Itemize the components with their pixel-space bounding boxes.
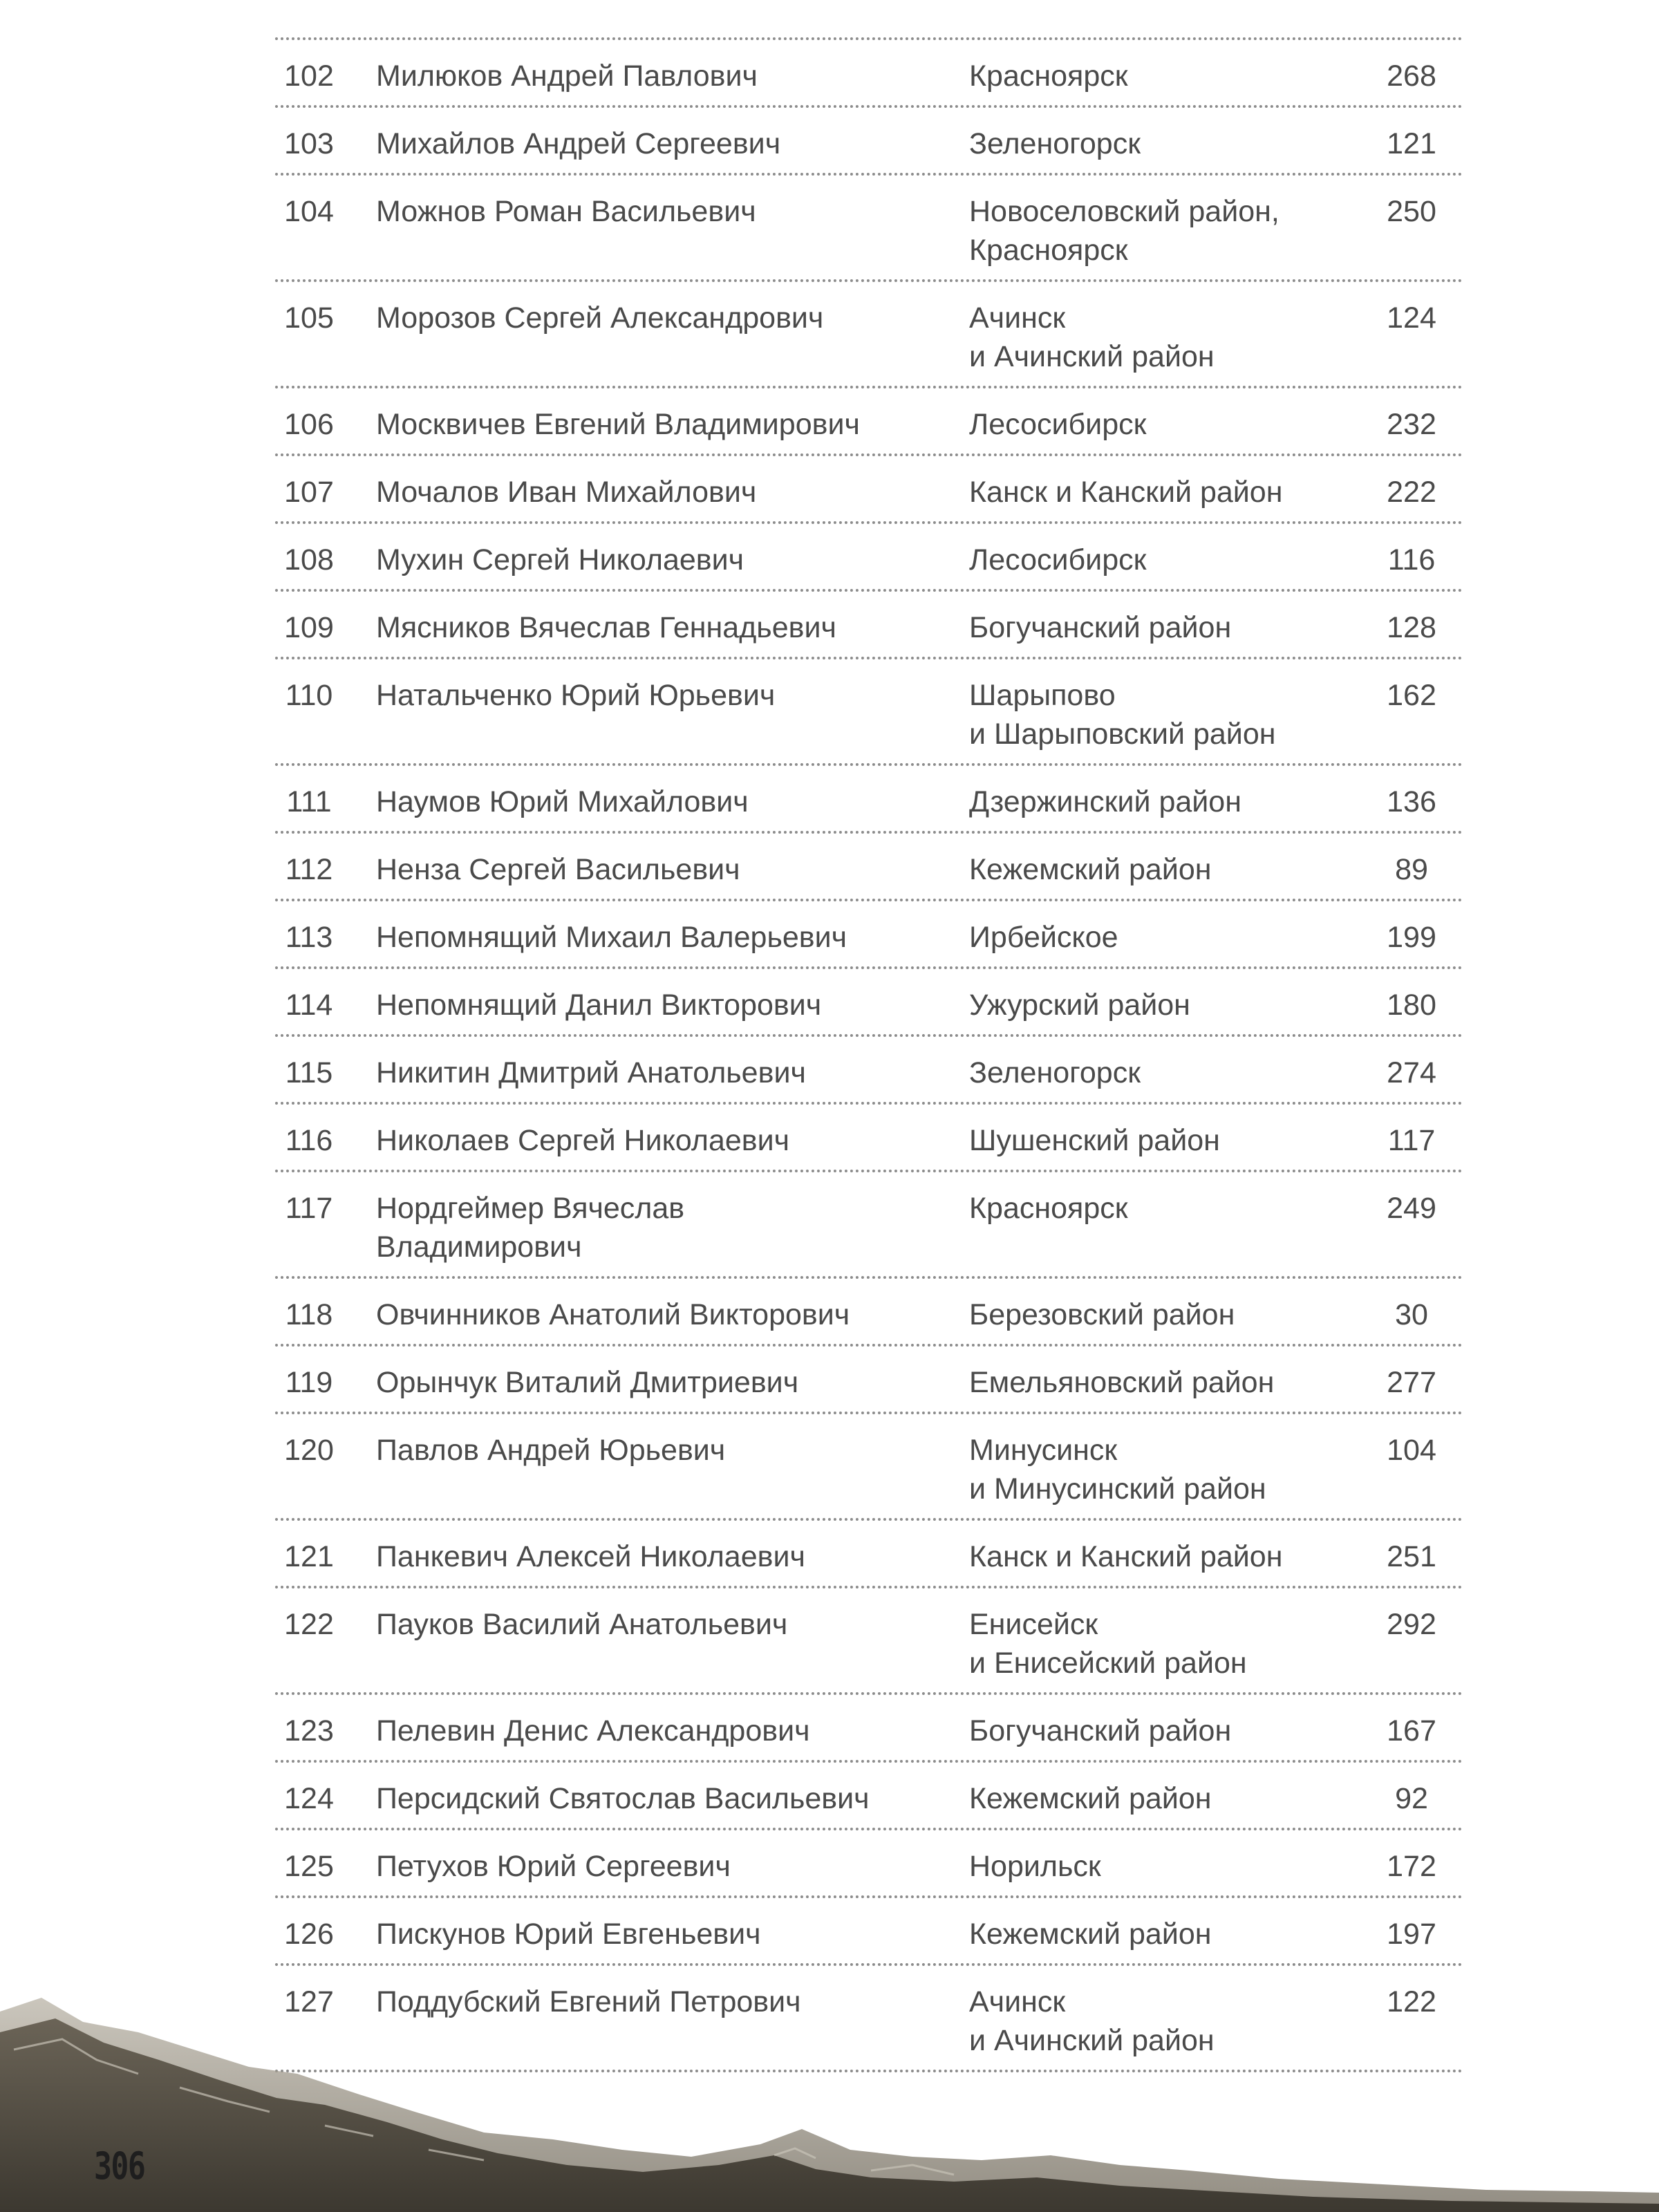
entry-number: 119 (285, 1366, 333, 1399)
entry-number: 114 (285, 988, 333, 1022)
entry-number: 107 (284, 476, 334, 509)
entry-place (969, 1121, 1370, 1160)
entry-page-ref: 136 (1387, 785, 1436, 818)
entry-name (340, 1431, 969, 1508)
entry-place (969, 608, 1370, 647)
entry-page-ref: 274 (1387, 1056, 1436, 1089)
entry-name (340, 192, 969, 270)
entry-name-line: Мочалов Иван Михайлович (376, 476, 757, 509)
entry-name (340, 299, 969, 376)
entry-number: 124 (284, 1782, 334, 1815)
entry-name (340, 57, 969, 95)
entry-name (340, 1779, 969, 1818)
entry-page-ref: 167 (1387, 1714, 1436, 1747)
index-row (275, 1412, 1463, 1518)
entry-name-line: Пелевин Денис Александрович (376, 1714, 810, 1747)
index-row (275, 1895, 1463, 1963)
entry-place-line: и Ачинский район (969, 340, 1215, 373)
entry-place-line: Зеленогорск (969, 127, 1141, 160)
index-row (275, 453, 1463, 521)
entry-place-line: Ирбейское (969, 921, 1118, 954)
entry-place-line: Кежемский район (969, 853, 1212, 886)
entry-place (969, 541, 1370, 579)
entry-number: 111 (286, 785, 332, 818)
entry-place (969, 1431, 1370, 1508)
entry-name (340, 782, 969, 821)
entry-number: 126 (284, 1918, 334, 1951)
index-row (275, 386, 1463, 453)
entry-place-line: Ачинск (969, 301, 1066, 335)
entry-page-ref: 251 (1387, 1540, 1436, 1573)
entry-name-line: Персидский Святослав Васильевич (376, 1782, 870, 1815)
entry-place-line: Новоселовский район, (969, 195, 1280, 228)
entry-name-line: Поддубский Евгений Петрович (376, 1985, 801, 2018)
entry-name (340, 124, 969, 163)
entry-page-ref: 162 (1387, 679, 1436, 712)
entry-name-line: Владимирович (376, 1230, 582, 1264)
entry-number: 104 (284, 195, 334, 228)
entry-place-line: Ачинск (969, 1985, 1066, 2018)
entry-name-line: Петухов Юрий Сергеевич (376, 1850, 731, 1883)
entry-name-line: Москвичев Евгений Владимирович (376, 408, 860, 441)
page-number: 306 (94, 2144, 145, 2188)
entry-page-ref: 180 (1387, 988, 1436, 1022)
entry-place (969, 192, 1370, 270)
entry-place-line: Шушенский район (969, 1124, 1220, 1157)
entry-name-line: Милюков Андрей Павлович (376, 59, 758, 93)
entry-name-line: Пауков Василий Анатольевич (376, 1608, 788, 1641)
index-row (275, 1760, 1463, 1828)
entry-number: 121 (284, 1540, 334, 1573)
entry-place (969, 1712, 1370, 1750)
entry-place (969, 918, 1370, 957)
entry-page-ref: 199 (1387, 921, 1436, 954)
entry-name-line: Павлов Андрей Юрьевич (376, 1434, 726, 1467)
entry-place (969, 1053, 1370, 1092)
entry-name (340, 1712, 969, 1750)
entry-place (969, 782, 1370, 821)
entry-name (340, 405, 969, 444)
entry-place (969, 1605, 1370, 1683)
entry-number: 106 (284, 408, 334, 441)
entry-page-ref: 232 (1387, 408, 1436, 441)
entry-place (969, 1779, 1370, 1818)
entry-place (969, 1363, 1370, 1402)
entry-page-ref: 30 (1395, 1298, 1428, 1331)
entry-name-line: Нордгеймер Вячеслав (376, 1192, 685, 1225)
entry-page-ref: 116 (1387, 543, 1436, 577)
entry-place (969, 299, 1370, 376)
index-row (275, 966, 1463, 1034)
entry-page-ref: 172 (1387, 1850, 1436, 1883)
entry-name-line: Овчинников Анатолий Викторович (376, 1298, 850, 1331)
entry-number: 116 (285, 1124, 333, 1157)
entry-name-line: Орынчук Виталий Дмитриевич (376, 1366, 799, 1399)
index-row (275, 279, 1463, 386)
entry-number: 112 (285, 853, 333, 886)
entry-number: 108 (284, 543, 334, 577)
entry-number: 109 (284, 611, 334, 644)
entry-number: 125 (284, 1850, 334, 1883)
entry-page-ref: 124 (1387, 301, 1436, 335)
index-table (275, 37, 1463, 2072)
entry-name (340, 1605, 969, 1683)
entry-name-line: Непомнящий Данил Викторович (376, 988, 822, 1022)
entry-name (340, 1537, 969, 1576)
entry-page-ref: 268 (1387, 59, 1436, 93)
index-row (275, 1518, 1463, 1586)
entry-name-line: Морозов Сергей Александрович (376, 301, 824, 335)
entry-page-ref: 104 (1387, 1434, 1436, 1467)
entry-name-line: Мухин Сергей Николаевич (376, 543, 744, 577)
entry-place-line: и Минусинский район (969, 1472, 1266, 1506)
entry-name-line: Никитин Дмитрий Анатольевич (376, 1056, 806, 1089)
entry-page-ref: 122 (1387, 1985, 1436, 2018)
entry-place-line: Красноярск (969, 59, 1128, 93)
entry-place-line: Лесосибирск (969, 543, 1147, 577)
entry-page-ref: 249 (1387, 1192, 1436, 1225)
index-row (275, 1170, 1463, 1276)
index-row (275, 1692, 1463, 1760)
entry-name-line: Натальченко Юрий Юрьевич (376, 679, 776, 712)
entry-page-ref: 197 (1387, 1918, 1436, 1951)
entry-name-line: Николаев Сергей Николаевич (376, 1124, 790, 1157)
entry-name-line: Панкевич Алексей Николаевич (376, 1540, 805, 1573)
entry-name-line: Пискунов Юрий Евгеньевич (376, 1918, 761, 1951)
entry-place-line: и Енисейский район (969, 1647, 1247, 1680)
entry-number: 122 (284, 1608, 334, 1641)
index-row (275, 1102, 1463, 1170)
entry-page-ref: 92 (1395, 1782, 1428, 1815)
entry-name (340, 986, 969, 1024)
index-row (275, 1276, 1463, 1344)
entry-place-line: и Шарыповский район (969, 718, 1276, 751)
entry-place (969, 124, 1370, 163)
entry-name (340, 541, 969, 579)
entry-place-line: Лесосибирск (969, 408, 1147, 441)
entry-name (340, 850, 969, 889)
entry-place-line: Зеленогорск (969, 1056, 1141, 1089)
entry-page-ref: 117 (1387, 1124, 1436, 1157)
entry-number: 102 (284, 59, 334, 93)
index-row (275, 1828, 1463, 1895)
entry-number: 110 (285, 679, 333, 712)
entry-name (340, 1189, 969, 1266)
entry-number: 120 (284, 1434, 334, 1467)
entry-number: 113 (285, 921, 333, 954)
index-row (275, 589, 1463, 657)
entry-place-line: Минусинск (969, 1434, 1118, 1467)
entry-place-line: Красноярск (969, 234, 1128, 267)
entry-number: 127 (284, 1985, 334, 2018)
index-row (275, 173, 1463, 279)
entry-name (340, 918, 969, 957)
entry-place-line: Богучанский район (969, 611, 1232, 644)
entry-place (969, 1189, 1370, 1266)
entry-page-ref: 292 (1387, 1608, 1436, 1641)
index-row (275, 657, 1463, 763)
entry-place-line: Богучанский район (969, 1714, 1232, 1747)
entry-place-line: Канск и Канский район (969, 1540, 1283, 1573)
entry-place-line: Кежемский район (969, 1918, 1212, 1951)
entry-page-ref: 89 (1395, 853, 1428, 886)
index-row (275, 899, 1463, 966)
entry-place (969, 986, 1370, 1024)
entry-place-line: Березовский район (969, 1298, 1235, 1331)
entry-place (969, 57, 1370, 95)
entry-name (340, 1847, 969, 1886)
index-row (275, 1344, 1463, 1412)
entry-page-ref: 222 (1387, 476, 1436, 509)
entry-place (969, 676, 1370, 753)
entry-place-line: и Ачинский район (969, 2024, 1215, 2057)
entry-place (969, 1847, 1370, 1886)
entry-number: 115 (285, 1056, 333, 1089)
entry-place-line: Емельяновский район (969, 1366, 1275, 1399)
entry-number: 118 (285, 1298, 333, 1331)
entry-page-ref: 277 (1387, 1366, 1436, 1399)
entry-place-line: Красноярск (969, 1192, 1128, 1225)
mountain-landscape-image (0, 1984, 1659, 2212)
entry-place (969, 405, 1370, 444)
entry-place-line: Норильск (969, 1850, 1101, 1883)
entry-place (969, 1537, 1370, 1576)
index-row (275, 763, 1463, 831)
entry-name (340, 1295, 969, 1334)
entry-place-line: Ужурский район (969, 988, 1190, 1022)
entry-place-line: Шарыпово (969, 679, 1116, 712)
entry-name (340, 676, 969, 753)
entry-name (340, 1915, 969, 1953)
entry-place (969, 473, 1370, 512)
index-row (275, 1586, 1463, 1692)
entry-name (340, 608, 969, 647)
entry-place-line: Канск и Канский район (969, 476, 1283, 509)
entry-name-line: Наумов Юрий Михайлович (376, 785, 749, 818)
index-row (275, 1034, 1463, 1102)
entry-name (340, 1121, 969, 1160)
entry-number: 117 (285, 1192, 333, 1225)
entry-place (969, 1295, 1370, 1334)
entry-place-line: Дзержинский район (969, 785, 1241, 818)
entry-page-ref: 250 (1387, 195, 1436, 228)
entry-place-line: Кежемский район (969, 1782, 1212, 1815)
entry-name-line: Мясников Вячеслав Геннадьевич (376, 611, 836, 644)
entry-place-line: Енисейск (969, 1608, 1098, 1641)
entry-number: 123 (284, 1714, 334, 1747)
entry-name-line: Ненза Сергей Васильевич (376, 853, 740, 886)
entry-name (340, 1363, 969, 1402)
entry-place (969, 1915, 1370, 1953)
entry-number: 103 (284, 127, 334, 160)
index-row (275, 521, 1463, 589)
index-row (275, 37, 1463, 105)
index-row (275, 831, 1463, 899)
entry-name-line: Можнов Роман Васильевич (376, 195, 756, 228)
index-row (275, 105, 1463, 173)
entry-place (969, 850, 1370, 889)
entry-name-line: Михайлов Андрей Сергеевич (376, 127, 781, 160)
entry-name (340, 1053, 969, 1092)
entry-page-ref: 121 (1387, 127, 1436, 160)
entry-number: 105 (284, 301, 334, 335)
entry-name-line: Непомнящий Михаил Валерьевич (376, 921, 847, 954)
entry-page-ref: 128 (1387, 611, 1436, 644)
entry-name (340, 473, 969, 512)
